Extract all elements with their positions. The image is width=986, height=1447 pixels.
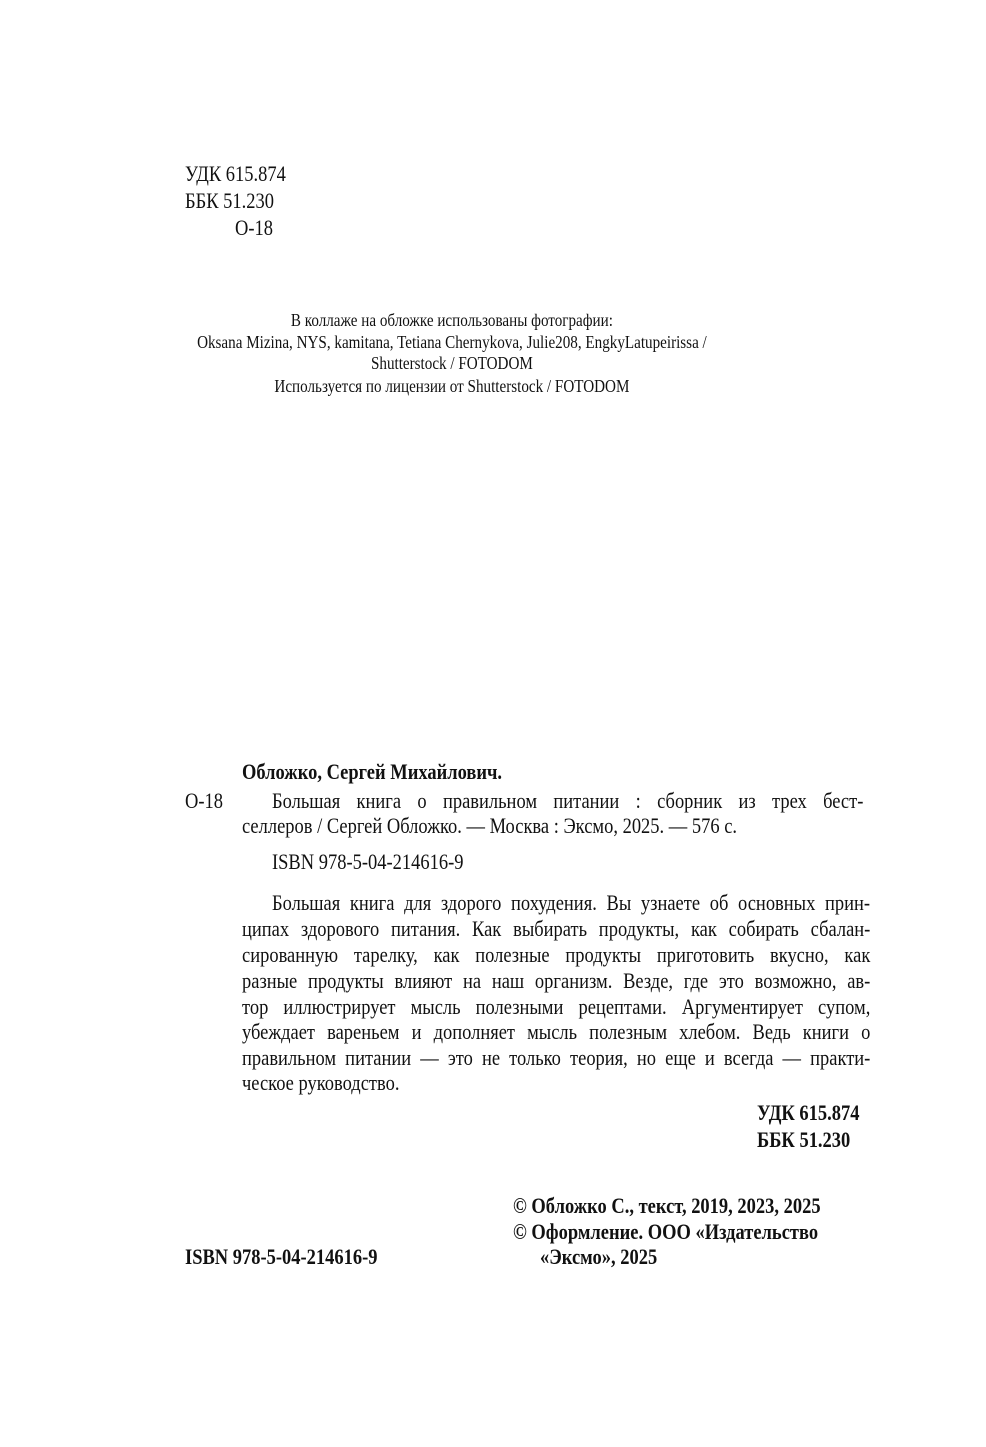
credit-line: Используется по лицензии от Shutterstock / FOTODOM	[274, 376, 630, 396]
credit-line: Oksana Mizina, NYS, kamitana, Tetiana Chernykova, Julie208, EngkyLatupeirissa /	[197, 332, 707, 352]
annotation-line: правильном питании — это не только теория, но еще и всегда — практи-	[242, 1045, 871, 1070]
annotation-line: Большая книга для здорого похудения. Вы узнаете об основных прин-	[272, 890, 871, 915]
annotation-line: разные продукты влияют на наш организм. Везде, где это возможно, ав-	[242, 968, 871, 993]
udk-code: УДК 615.874	[185, 161, 286, 186]
copyright-line: «Эксмо», 2025	[540, 1244, 658, 1269]
credit-line: В коллаже на обложке использованы фотографии:	[290, 310, 613, 330]
title-line: Большая книга о правильном питании : сборник из трех бест-	[272, 788, 864, 813]
udk-code: УДК 615.874	[757, 1100, 860, 1125]
author-mark: О-18	[235, 215, 273, 240]
annotation-line: ческое руководство.	[242, 1070, 400, 1095]
annotation-line: убеждает вареньем и дополняет мысль полезным хлебом. Ведь книги о	[242, 1019, 871, 1044]
author-heading: Обложко, Сергей Михайлович.	[242, 759, 503, 784]
copyright-line: © Оформление. ООО «Издательство	[513, 1219, 819, 1244]
copyright-line: © Обложко С., текст, 2019, 2023, 2025	[513, 1193, 821, 1218]
bbk-code: ББК 51.230	[757, 1127, 851, 1152]
bbk-code: ББК 51.230	[185, 188, 275, 213]
annotation-line: ципах здорового питания. Как выбирать продукты, как собирать сбалан-	[242, 916, 871, 941]
isbn-footer: ISBN 978-5-04-214616-9	[185, 1244, 378, 1269]
isbn: ISBN 978-5-04-214616-9	[272, 849, 464, 874]
title-line: селлеров / Сергей Обложко. — Москва : Эксмо, 2025. — 576 с.	[242, 813, 738, 838]
annotation-line: сированную тарелку, как полезные продукты приготовить вкусно, как	[242, 942, 871, 967]
annotation-line: тор иллюстрирует мысль полезными рецептами. Аргументирует супом,	[242, 994, 871, 1019]
credit-line: Shutterstock / FOTODOM	[370, 353, 533, 373]
author-mark: О-18	[185, 788, 223, 813]
